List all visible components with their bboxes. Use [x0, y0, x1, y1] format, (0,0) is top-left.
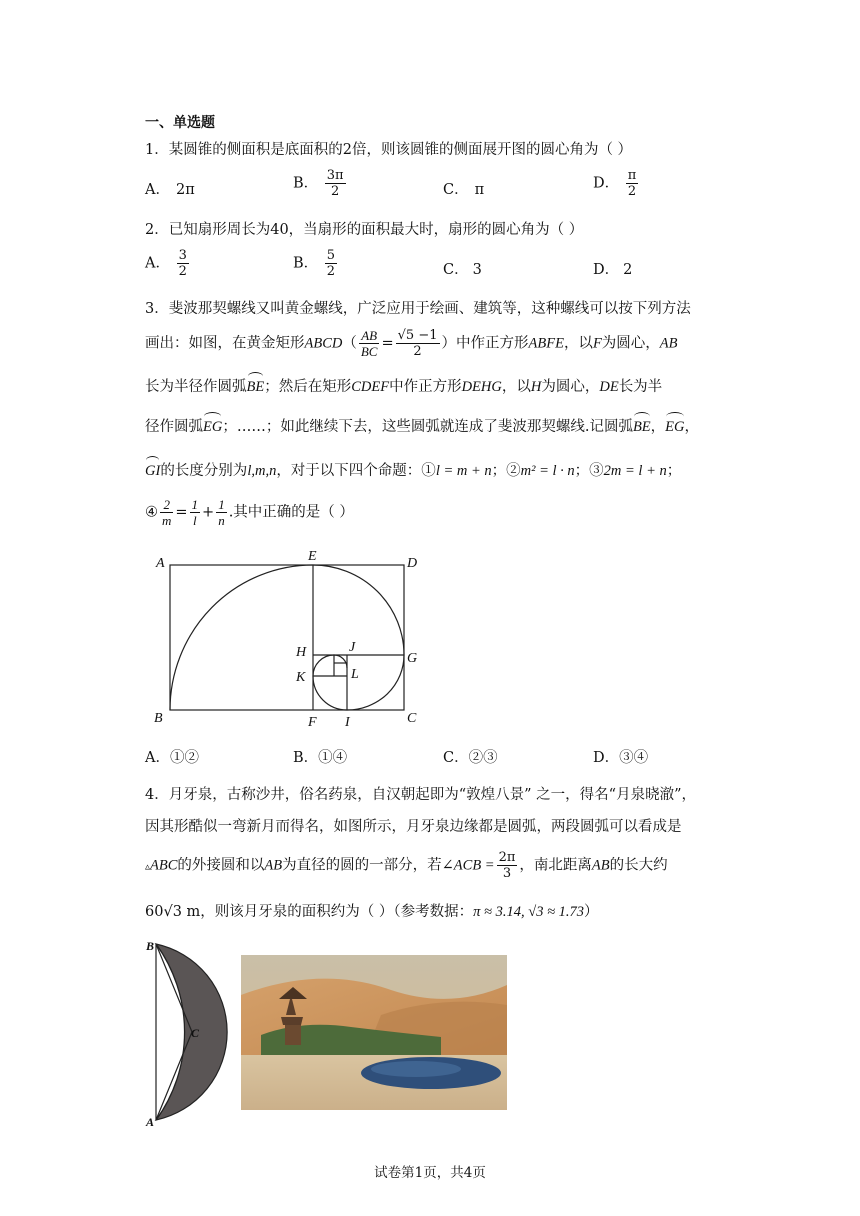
label-C: C: [191, 1026, 200, 1040]
q1-stem: 1．某圆锥的侧面积是底面积的2倍，则该圆锥的侧面展开图的圆心角为（ ）: [145, 142, 633, 158]
arc-gi: [347, 655, 404, 710]
arc-ik: [313, 676, 347, 710]
q2-b-fraction: $\frac{5}{2}$: [326, 248, 336, 279]
q4-line3: ▵ABC的外接圆和以AB为直径的圆的一部分，若∠ACB = $\frac{2\pi}{3}$ ，南北距离AB的长大约: [145, 850, 668, 881]
crescent-figure: [142, 936, 242, 1128]
q2-option-a[interactable]: A． $\frac{3}{2}$: [145, 248, 187, 279]
label-A: A: [146, 1115, 155, 1128]
section-title: 一、单选题: [145, 115, 215, 131]
q1-option-c[interactable]: C． π: [443, 182, 485, 198]
q4-line4: 60√3 m，则该月牙泉的面积约为（ ）（参考数据：π ≈ 3.14, √3 ≈ 1.73）: [145, 904, 599, 920]
q2-option-b[interactable]: B． $\frac{5}{2}$: [293, 248, 336, 279]
q3-line4: 径作圆弧EG；……；如此继续下去，这些圆弧就连成了斐波那契螺线.记圆弧BE，EG，: [145, 419, 700, 435]
label-B: B: [146, 939, 155, 953]
arc-eg: [313, 565, 404, 655]
q1-b-fraction: $\frac{3\pi}{2}$: [326, 168, 344, 199]
label-G: G: [407, 651, 418, 666]
q2-option-c[interactable]: C． 3: [443, 262, 482, 278]
golden-spiral-figure: [150, 548, 430, 734]
crescent-spring-photo: [241, 955, 507, 1110]
label-K: K: [296, 670, 306, 685]
q3-option-a[interactable]: A．①②: [145, 750, 199, 766]
q3-line2: 画出：如图，在黄金矩形ABCD（ $\frac{AB}{BC}$ = $\frac{√5 -1}{2}$ ）中作正方形ABFE，以F为圆心，AB: [145, 328, 678, 359]
page-footer: 试卷第1页，共4页: [374, 1165, 486, 1181]
label-D: D: [407, 556, 418, 571]
label-F: F: [308, 715, 317, 730]
label-I: I: [345, 715, 350, 730]
q1-option-b[interactable]: B． $\frac{3\pi}{2}$: [293, 168, 344, 199]
label-H: H: [296, 645, 307, 660]
q4-line1: 4．月牙泉，古称沙井，俗名药泉，自汉朝起即为“敦煌八景” 之一，得名“月泉晓澈”，: [145, 787, 696, 803]
rect-abcd: [170, 565, 404, 710]
label-C: C: [407, 711, 417, 726]
q1-option-a[interactable]: A． 2π: [145, 182, 195, 198]
q3-option-d[interactable]: D．③④: [593, 750, 649, 766]
q4-line2: 因其形酷似一弯新月而得名，如图所示，月牙泉边缘都是圆弧，两段圆弧可以看成是: [145, 819, 682, 835]
label-A: A: [156, 556, 165, 571]
q2-a-fraction: $\frac{3}{2}$: [178, 248, 187, 279]
q2-option-d[interactable]: D． 2: [593, 262, 633, 278]
label-J: J: [349, 640, 356, 655]
q3-line3: 长为半径作圆弧BE；然后在矩形CDEF中作正方形DEHG，以H为圆心，DE长为半: [145, 379, 663, 395]
q3-line6: ④ $\frac{2}{m}$ = $\frac{1}{l}$ + $\frac{1}{n}$ .其中正确的是（ ）: [145, 497, 354, 528]
arc-be: [170, 565, 313, 710]
label-E: E: [308, 549, 317, 564]
label-L: L: [351, 667, 359, 682]
arc-k-j: [313, 655, 334, 676]
q3-option-c[interactable]: C．②③: [443, 750, 498, 766]
q1-option-d[interactable]: D． $\frac{\pi}{2}$: [593, 168, 637, 199]
q1-d-fraction: $\frac{\pi}{2}$: [627, 168, 637, 199]
q2-stem: 2．已知扇形周长为40，当扇形的面积最大时，扇形的圆心角为（ ）: [145, 222, 584, 238]
q3-line5: GI的长度分别为l,m,n，对于以下四个命题：①l = m + n；②m² = l · n；③2m = l + n；: [145, 463, 682, 479]
q3-option-b[interactable]: B．①④: [293, 750, 348, 766]
arc-inner: [334, 655, 347, 668]
label-B: B: [154, 711, 163, 726]
q3-line1: 3．斐波那契螺线又叫黄金螺线，广泛应用于绘画、建筑等，这种螺线可以按下列方法: [145, 301, 691, 317]
